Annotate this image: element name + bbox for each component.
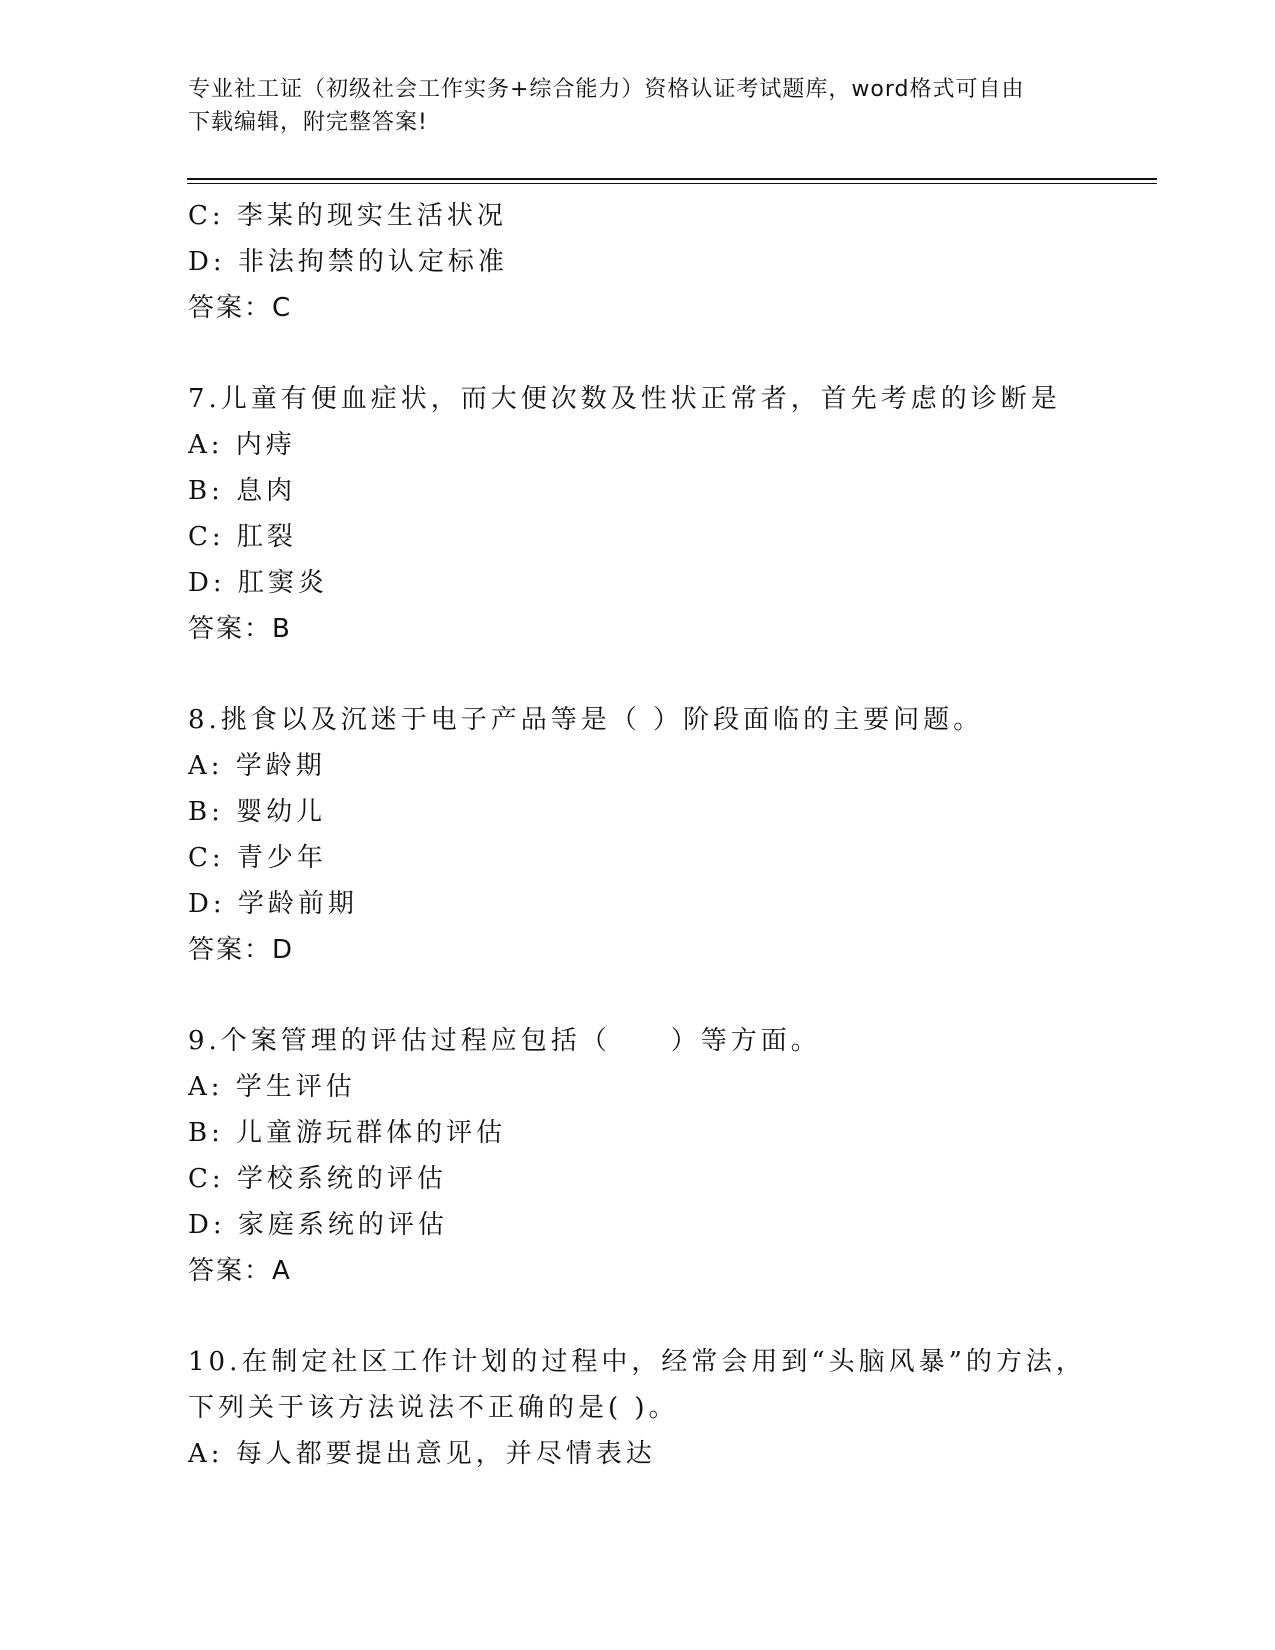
document-header bbox=[188, 73, 1088, 139]
question-8-option-d: D: 学龄前期 bbox=[188, 889, 358, 919]
question-8-option-b: B: 婴幼儿 bbox=[188, 797, 327, 827]
prev-option-d: D: 非法拘禁的认定标准 bbox=[188, 247, 508, 277]
question-7-option-c: C: 肛裂 bbox=[188, 522, 297, 552]
prev-answer: 答案：C bbox=[188, 293, 293, 323]
spacer bbox=[188, 652, 1108, 697]
question-9-option-c: C: 学校系统的评估 bbox=[188, 1164, 447, 1194]
question-7-answer: 答案：B bbox=[188, 614, 292, 644]
header-divider-thick bbox=[187, 178, 1157, 180]
question-7-text: 7.儿童有便血症状，而大便次数及性状正常者，首先考虑的诊断是 bbox=[188, 384, 1061, 414]
question-10-text-line-2: 下列关于该方法说法不正确的是( )。 bbox=[188, 1393, 679, 1423]
question-8-text: 8.挑食以及沉迷于电子产品等是（ ）阶段面临的主要问题。 bbox=[188, 705, 984, 735]
question-9-option-b: B: 儿童游玩群体的评估 bbox=[188, 1118, 507, 1148]
question-10-option-a: A: 每人都要提出意见，并尽情表达 bbox=[188, 1439, 656, 1469]
spacer bbox=[188, 973, 1108, 1018]
question-8-option-c: C: 青少年 bbox=[188, 843, 327, 873]
question-10-text-line-1: 10.在制定社区工作计划的过程中，经常会用到“头脑风暴”的方法， bbox=[188, 1347, 1086, 1377]
question-8-answer: 答案：D bbox=[188, 935, 295, 965]
spacer bbox=[188, 1294, 1108, 1339]
question-list bbox=[188, 193, 1108, 1477]
question-7-option-d: D: 肛窦炎 bbox=[188, 568, 328, 598]
question-9-text: 9.个案管理的评估过程应包括（ ）等方面。 bbox=[188, 1026, 821, 1056]
header-line-2: 下载编辑，附完整答案! bbox=[188, 110, 428, 135]
question-7-option-a: A: 内痔 bbox=[188, 430, 296, 460]
question-7-option-b: B: 息肉 bbox=[188, 476, 297, 506]
question-9-answer: 答案：A bbox=[188, 1256, 292, 1286]
question-9-option-a: A: 学生评估 bbox=[188, 1072, 356, 1102]
spacer bbox=[188, 331, 1108, 376]
header-line-1: 专业社工证（初级社会工作实务+综合能力）资格认证考试题库，word格式可自由 bbox=[188, 77, 1025, 102]
question-9-option-d: D: 家庭系统的评估 bbox=[188, 1210, 448, 1240]
header-divider-thin bbox=[187, 183, 1157, 184]
question-8-option-a: A: 学龄期 bbox=[188, 751, 326, 781]
prev-option-c: C: 李某的现实生活状况 bbox=[188, 201, 507, 231]
